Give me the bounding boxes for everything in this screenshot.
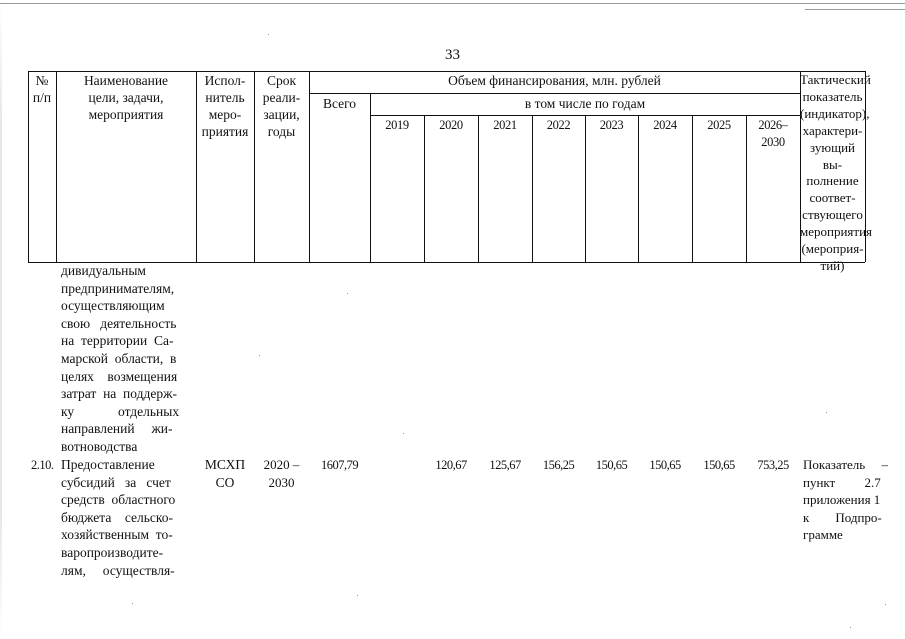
header-year: 2023 [599,118,624,132]
text-line: марской области, в [61,350,177,366]
col-border [585,115,586,262]
header-funding: Объем финансирования, млн. рублей [448,73,661,88]
header-year: 2020 [439,118,463,132]
col-border [532,115,533,262]
header-total: Всего [322,96,357,111]
row-executor: МСХП СО [204,457,246,490]
header-year: 2024 [653,118,677,132]
scan-speck [132,603,133,604]
text-line: осуществляющим [61,298,165,314]
text-line: хозяйственным то- [61,527,173,543]
scan-speck [403,433,404,434]
text-line: пункт 2.7 [803,474,881,490]
row-term: 2020 – 2030 [263,457,300,490]
text-line: предпринимателям, [61,280,175,296]
text-line: приложения 1 [803,492,881,508]
scan-speck [347,293,348,294]
header-year: 2026– 2030 [758,118,788,149]
row-value: 150,65 [595,458,628,472]
text-line: грамме [803,527,843,543]
scan-speck [357,595,358,596]
header-year: 2019 [385,118,409,132]
col-border [692,115,693,262]
text-line: средств областного [61,492,176,508]
text-line: затрат на поддерж- [61,386,177,402]
col-border [478,115,479,262]
text-line: Предоставление [61,457,155,472]
row-name [61,456,193,579]
col-border [638,115,639,262]
text-line: к Подпро- [803,509,882,525]
col-border [424,115,425,262]
text-line: бюджета сельско- [61,509,173,525]
text-line: целях возмещения [61,368,178,384]
page-number: 33 [445,47,460,63]
row-indicator [803,456,889,544]
text-line: лям, осуществля- [61,562,175,578]
row-value: 125,67 [489,458,521,472]
row-value: 150,65 [703,458,735,472]
continuation-text [61,262,191,456]
header-num: № п/п [32,73,52,105]
header-by-years: в том числе по годам [524,96,646,111]
row-total: 1607,79 [320,458,359,472]
header-term: Срок реали- зации, годы [262,73,301,139]
row-number: 2.10. [31,458,54,472]
header-year: 2021 [493,118,517,132]
scan-speck [850,627,851,628]
header-year: 2025 [707,118,731,132]
header-name: Наименование цели, задачи, мероприятия [83,73,169,122]
text-line: направлений жи- [61,421,173,437]
text-line: варопроизводите- [61,544,164,560]
scan-speck [259,355,260,356]
header-indicator: Тактический показатель (индикатор), характери- зующий вы- полнение соответ- ствующего мероприятия (мероприя- тий) [800,72,873,273]
text-line: субсидий за счет [61,474,171,490]
row-value: 753,25 [757,458,789,472]
scan-speck [268,34,269,35]
text-line: вотноводства [61,438,138,454]
row-value: 150,65 [649,458,681,472]
text-line: свою деятельность [61,315,177,331]
scan-speck [826,412,827,413]
text-line: на территории Са- [61,333,174,349]
row-value: 156,25 [542,458,575,472]
text-line: дивидуальным [61,263,146,278]
scan-speck [885,604,886,605]
row-value: 120,67 [435,458,467,472]
text-line: Показатель – [803,457,888,472]
header-executor: Испол- нитель меро- приятия [201,73,249,139]
text-line: ку отдельных [61,403,180,419]
header-year: 2022 [546,118,571,132]
funding-sub-border [309,93,800,94]
